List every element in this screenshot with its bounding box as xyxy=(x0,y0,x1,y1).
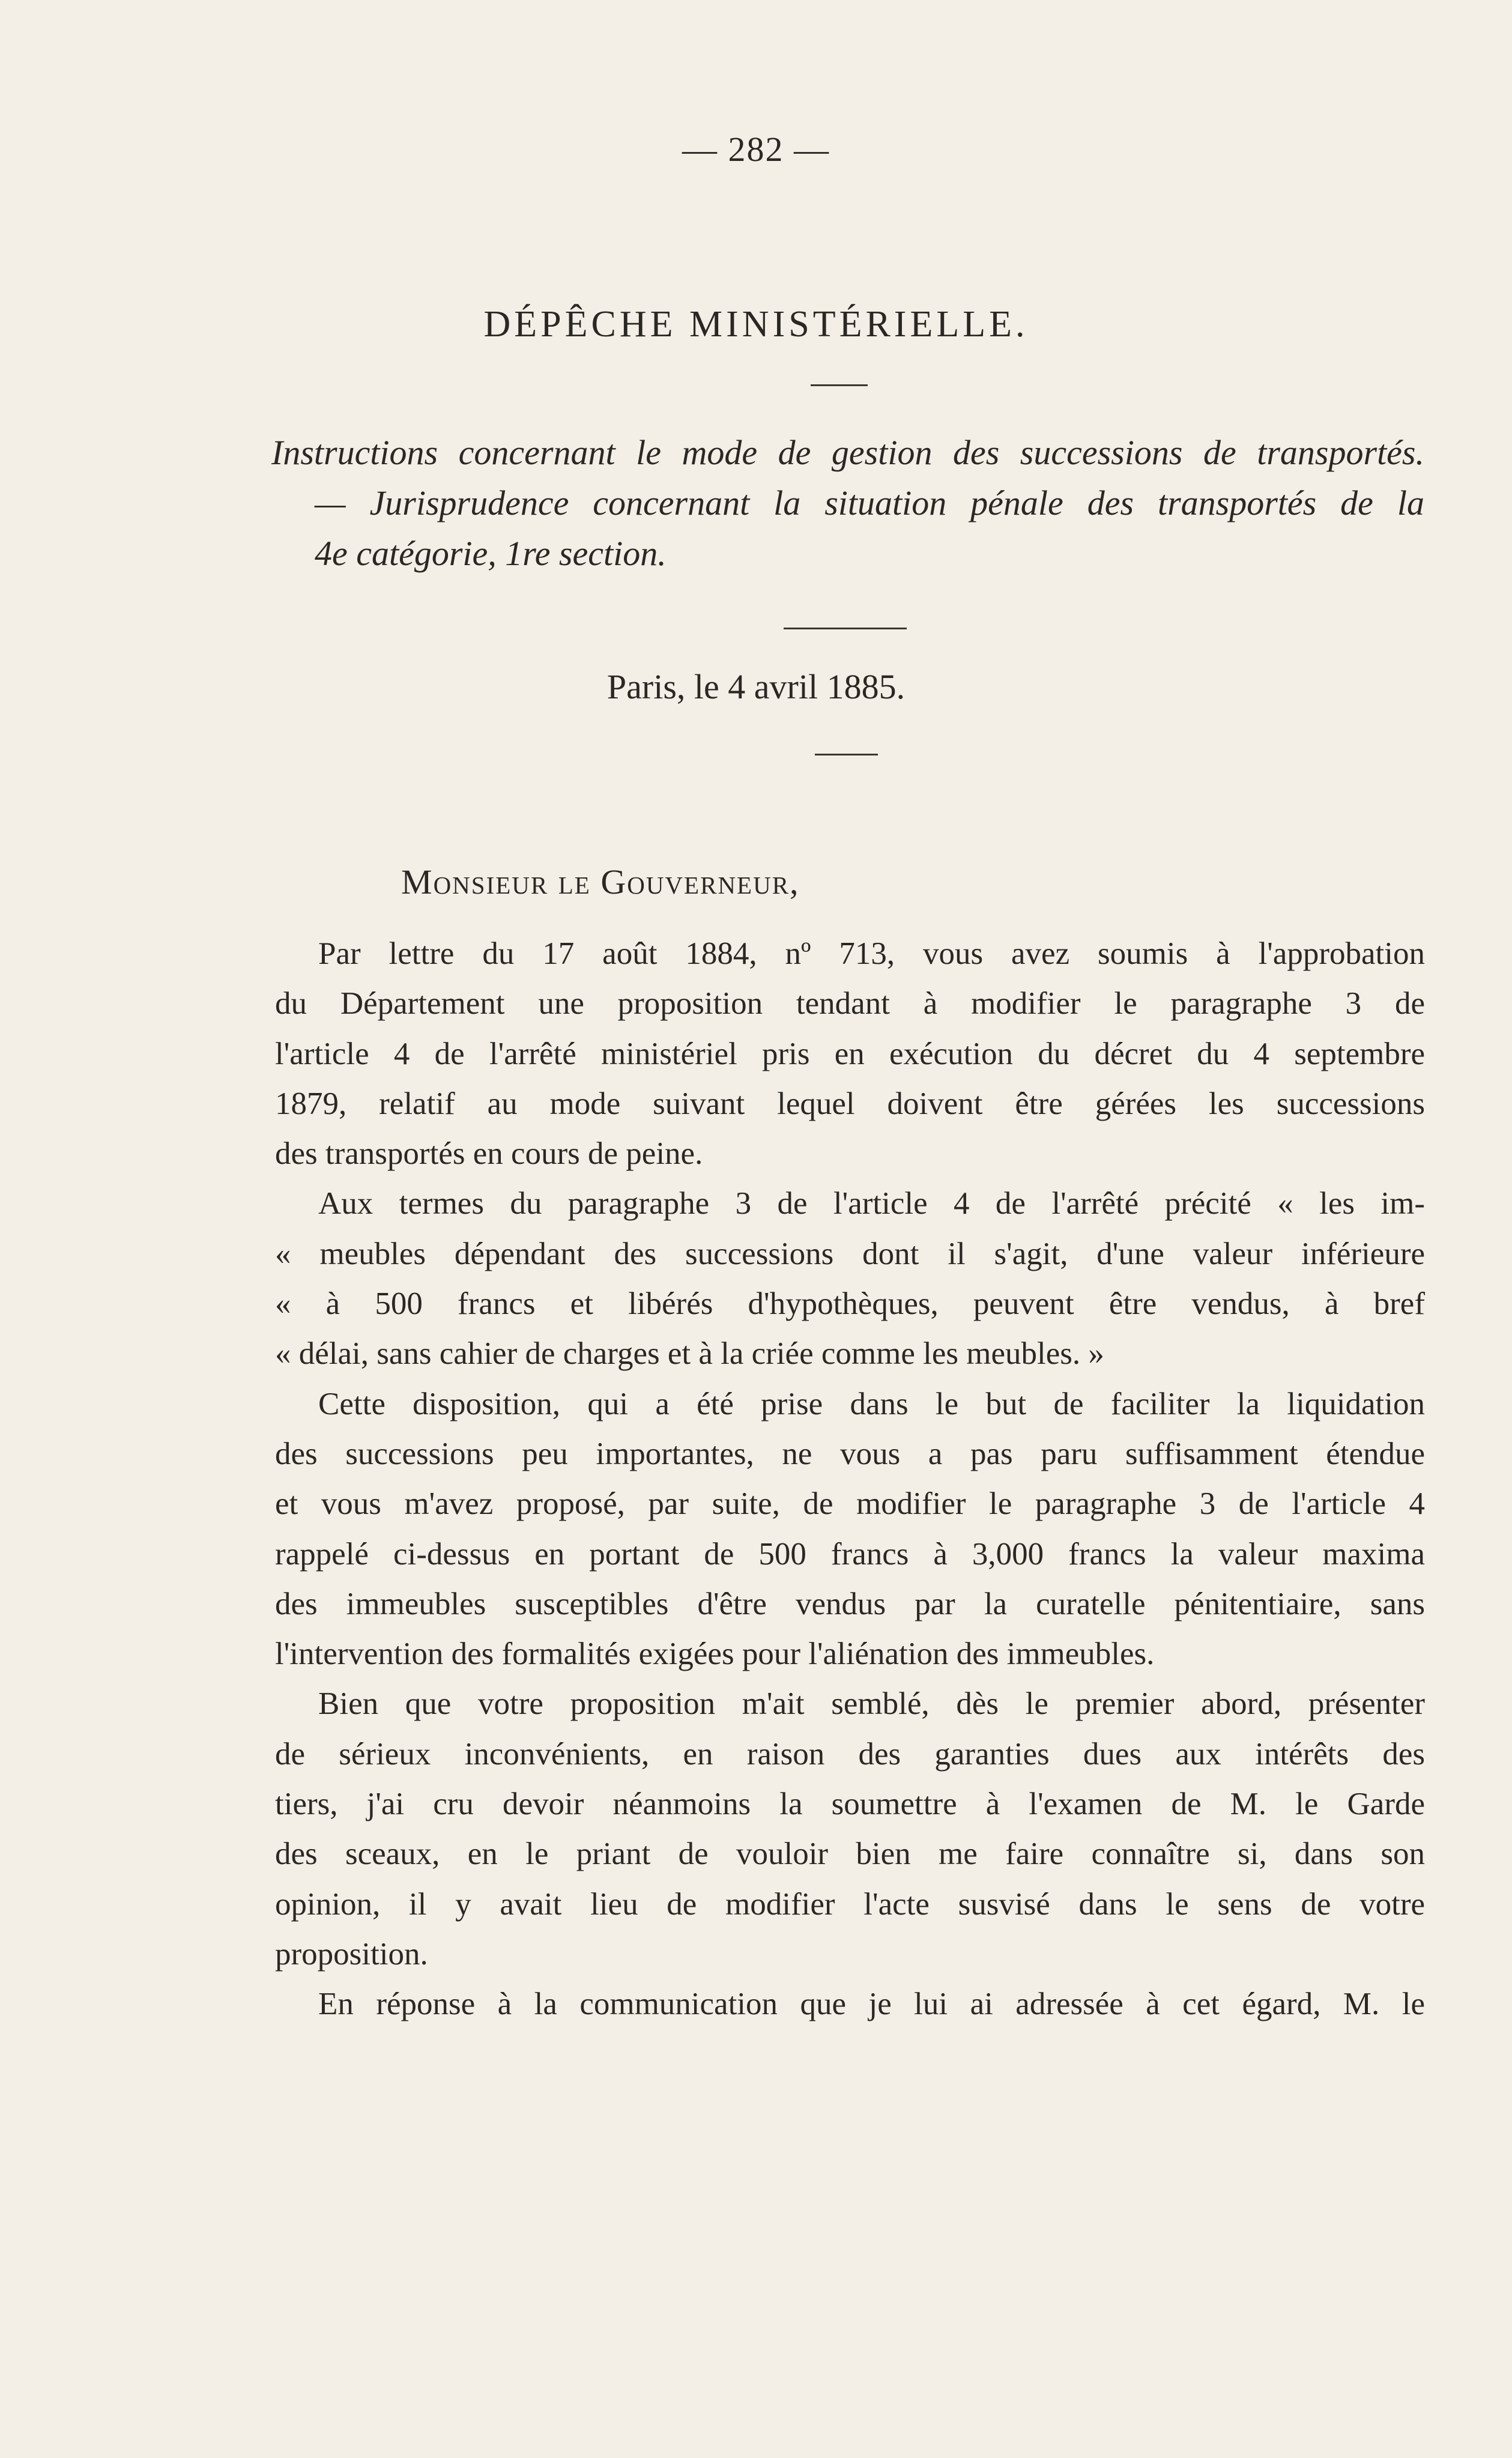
body-line: Par lettre du 17 août 1884, nº 713, vous avez soumis à l'approbation xyxy=(318,936,1425,971)
body-line: 1879, relatif au mode suivant lequel doivent être gérées les successions xyxy=(275,1086,1425,1121)
body-line: l'intervention des formalités exigées pour l'aliénation des immeubles. xyxy=(275,1636,1155,1672)
body-line: opinion, il y avait lieu de modifier l'acte susvisé dans le sens de votre xyxy=(275,1886,1425,1922)
body-line: l'article 4 de l'arrêté ministériel pris en exécution du décret du 4 septembre xyxy=(275,1036,1425,1071)
body-line: des successions peu importantes, ne vous a pas paru suffisamment étendue xyxy=(275,1436,1425,1471)
body-line: « délai, sans cahier de charges et à la criée comme les meubles. » xyxy=(275,1336,1104,1372)
subject-line: — Jurisprudence concernant la situation pénale des transportés de la xyxy=(315,483,1424,522)
body-line: Bien que votre proposition m'ait semblé, dès le premier abord, présenter xyxy=(318,1686,1425,1722)
body-line: En réponse à la communication que je lui ai adressée à cet égard, M. le xyxy=(318,1987,1425,2022)
subject-summary xyxy=(271,428,1424,579)
body-line: Aux termes du paragraphe 3 de l'article 4 de l'arrêté précité « les im- xyxy=(318,1186,1425,1221)
body-line: des sceaux, en le priant de vouloir bien me faire connaître si, dans son xyxy=(275,1836,1425,1872)
body-line: et vous m'avez proposé, par suite, de modifier le paragraphe 3 de l'article 4 xyxy=(275,1486,1425,1522)
divider-rule xyxy=(811,384,868,386)
body-line: proposition. xyxy=(275,1936,428,1972)
body-line: des immeubles susceptibles d'être vendus par la curatelle pénitentiaire, sans xyxy=(275,1586,1425,1621)
body-line: des transportés en cours de peine. xyxy=(275,1136,703,1172)
body-line: de sérieux inconvénients, en raison des garanties dues aux intérêts des xyxy=(275,1736,1425,1772)
document-title: DÉPÊCHE MINISTÉRIELLE. xyxy=(483,304,1029,345)
page-number: — 282 — xyxy=(682,130,830,169)
salutation: Monsieur le Gouverneur, xyxy=(401,862,800,901)
letter-body xyxy=(275,929,1425,2030)
body-line: du Département une proposition tendant à modifier le paragraphe 3 de xyxy=(275,986,1425,1022)
dateline: Paris, le 4 avril 1885. xyxy=(606,667,906,706)
body-line: rappelé ci-dessus en portant de 500 francs à 3,000 francs la valeur maxima xyxy=(275,1536,1425,1572)
subject-line: Instructions concernant le mode de gestion des successions de transportés. xyxy=(271,433,1424,472)
body-line: tiers, j'ai cru devoir néanmoins la soumettre à l'examen de M. le Garde xyxy=(275,1787,1425,1822)
divider-rule xyxy=(784,628,907,629)
subject-line: 4e catégorie, 1re section. xyxy=(315,534,667,573)
body-line: « à 500 francs et libérés d'hypothèques, peuvent être vendus, à bref xyxy=(275,1286,1425,1322)
body-line: Cette disposition, qui a été prise dans le but de faciliter la liquidation xyxy=(318,1386,1425,1421)
body-line: « meubles dépendant des successions dont il s'agit, d'une valeur inférieure xyxy=(275,1236,1425,1271)
divider-rule xyxy=(815,754,878,755)
